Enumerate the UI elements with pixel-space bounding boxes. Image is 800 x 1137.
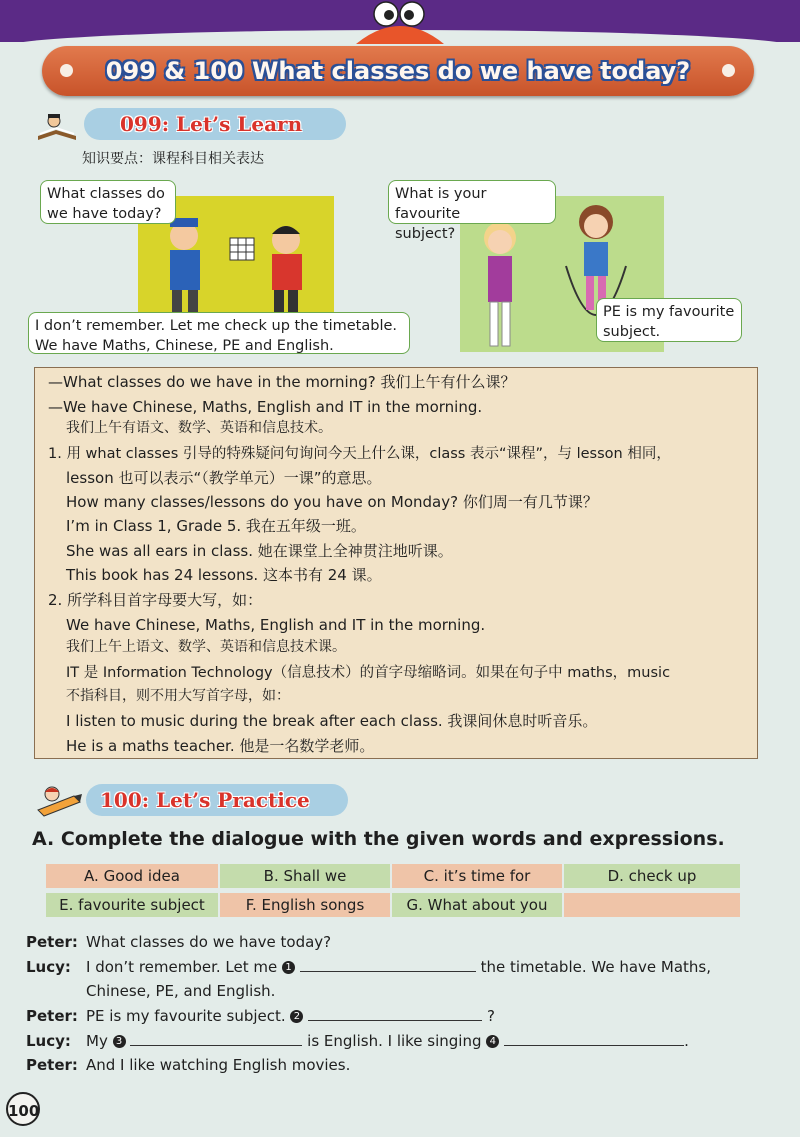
note-line: 我们上午上语文、数学、英语和信息技术课。 xyxy=(66,639,346,655)
note-line: I listen to music during the break after each class. 我课间休息时听音乐。 xyxy=(66,712,598,730)
page-title: 099 & 100 What classes do we have today? xyxy=(105,57,691,85)
speaker-label: Lucy: xyxy=(26,958,71,976)
dialogue-line: Chinese, PE, and English. xyxy=(86,982,276,1000)
note-line: How many classes/lessons do you have on Monday? 你们周一有几节课？ xyxy=(66,493,598,511)
note-line: We have Chinese, Maths, English and IT in the morning. xyxy=(66,616,486,634)
speech-bubble-question: What classes do we have today? xyxy=(40,180,176,224)
note-line: He is a maths teacher. 他是一名数学老师。 xyxy=(66,737,375,755)
mascot-eyes-icon xyxy=(350,0,450,44)
speech-bubble-answer: I don’t remember. Let me check up the timetable. We have Maths, Chinese, PE and English. xyxy=(28,312,410,354)
option-empty xyxy=(564,893,740,917)
dialogue-line: PE is my favourite subject. 2 ? xyxy=(86,1007,495,1025)
dialogue-line: I don’t remember. Let me 1 the timetable. We have Maths, xyxy=(86,958,712,976)
speaker-label: Peter: xyxy=(26,1007,78,1025)
blank-number: 4 xyxy=(486,1035,499,1048)
note-line: lesson 也可以表示“（教学单元）一课”的意思。 xyxy=(66,469,382,487)
option-e: E. favourite subject xyxy=(46,893,218,917)
answer-blank-1[interactable] xyxy=(300,957,476,972)
answer-blank-2[interactable] xyxy=(308,1006,482,1021)
dialogue-line: My 3 is English. I like singing 4 . xyxy=(86,1032,689,1050)
note-line: This book has 24 lessons. 这本书有 24 课。 xyxy=(66,566,382,584)
answer-blank-3[interactable] xyxy=(130,1031,302,1046)
note-line: I’m in Class 1, Grade 5. 我在五年级一班。 xyxy=(66,517,366,535)
note-line: —We have Chinese, Maths, English and IT in the morning. xyxy=(48,398,483,416)
note-line: —What classes do we have in the morning? 我们上午有什么课？ xyxy=(48,373,516,391)
note-line: 1. 用 what classes 引导的特殊疑问句询问今天上什么课，class 表示“课程”，与 lesson 相同， xyxy=(48,446,671,462)
blank-number: 2 xyxy=(290,1010,303,1023)
reading-book-icon xyxy=(34,112,80,144)
key-points: 知识要点：课程科目相关表达 xyxy=(82,151,264,167)
lets-learn-title: 099: Let’s Learn xyxy=(120,112,303,136)
blank-number: 1 xyxy=(282,961,295,974)
note-line: IT 是 Information Technology（信息技术）的首字母缩略词。如果在句子中 maths，music xyxy=(66,665,671,681)
answer-blank-4[interactable] xyxy=(504,1031,684,1046)
speaker-label: Peter: xyxy=(26,933,78,951)
speech-bubble-answer: PE is my favourite subject. xyxy=(596,298,742,342)
speaker-label: Peter: xyxy=(26,1056,78,1074)
option-b: B. Shall we xyxy=(220,864,390,888)
note-line: 我们上午有语文、数学、英语和信息技术。 xyxy=(66,420,332,436)
option-c: C. it’s time for xyxy=(392,864,562,888)
pencil-kid-icon xyxy=(34,784,84,818)
option-a: A. Good idea xyxy=(46,864,218,888)
note-line: She was all ears in class. 她在课堂上全神贯注地听课。 xyxy=(66,542,453,560)
exercise-instruction: A. Complete the dialogue with the given words and expressions. xyxy=(32,828,725,850)
lets-practice-title: 100: Let’s Practice xyxy=(100,788,310,812)
option-g: G. What about you xyxy=(392,893,562,917)
dialogue-line: What classes do we have today? xyxy=(86,933,332,951)
speaker-label: Lucy: xyxy=(26,1032,71,1050)
note-line: 2. 所学科目首字母要大写，如： xyxy=(48,591,263,609)
option-d: D. check up xyxy=(564,864,740,888)
blank-number: 3 xyxy=(113,1035,126,1048)
speech-bubble-question: What is your favourite subject? xyxy=(388,180,556,224)
page-number: 100 xyxy=(6,1092,40,1126)
dialogue-line: And I like watching English movies. xyxy=(86,1056,351,1074)
note-line: 不指科目，则不用大写首字母，如： xyxy=(66,688,290,704)
option-f: F. English songs xyxy=(220,893,390,917)
